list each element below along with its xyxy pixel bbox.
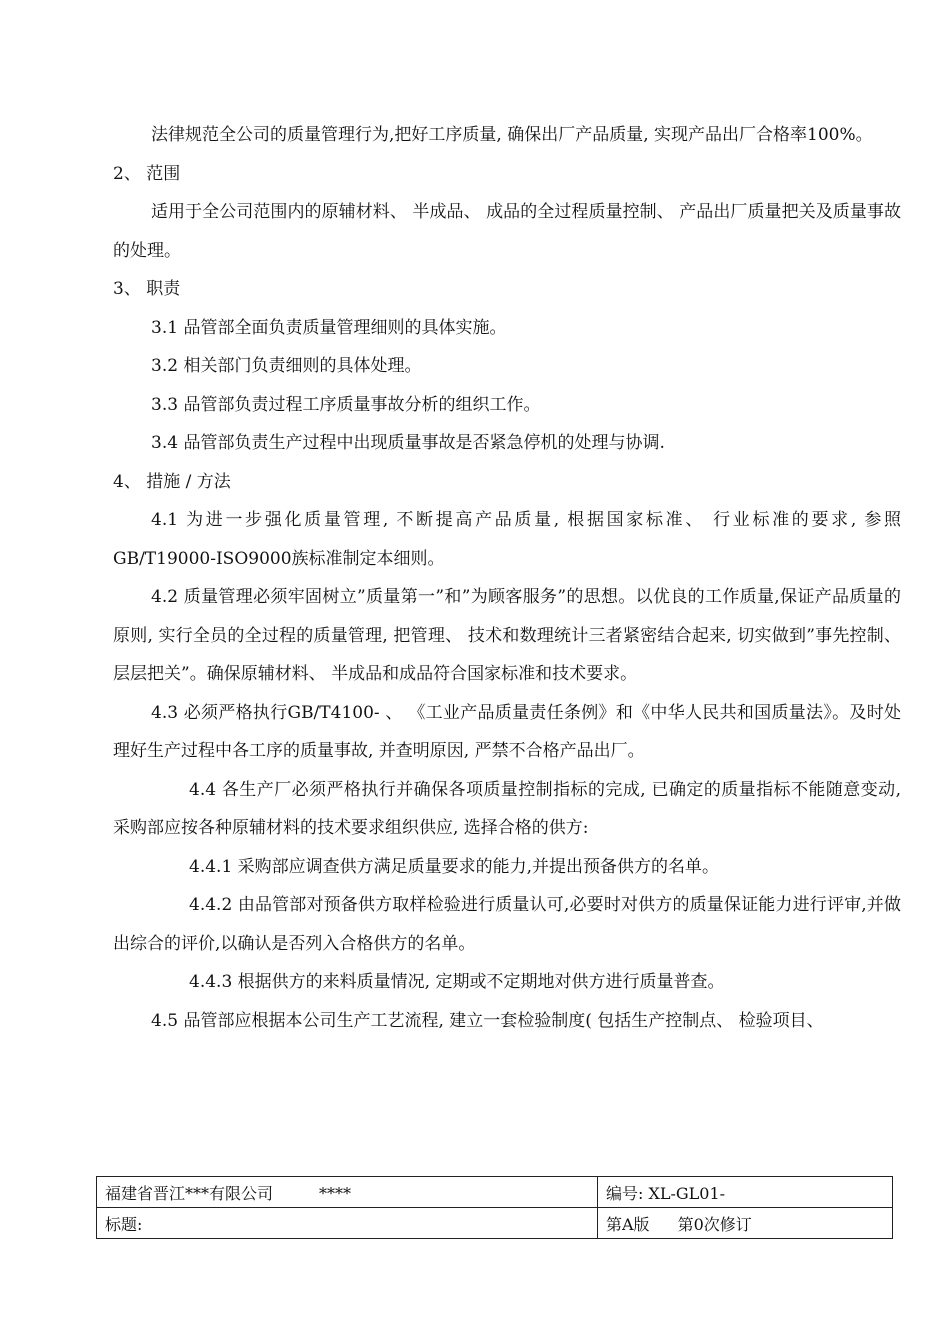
paragraph-3-4: 3.4 品管部负责生产过程中出现质量事故是否紧急停机的处理与协调. xyxy=(151,433,665,453)
company-mark: **** xyxy=(319,1183,352,1203)
paragraph-4-3: 4.3 必须严格执行GB/T4100- 、 《工业产品质量责任条例》和《中华人民共和国质量法》。及时处理好生产过程中各工序的质量事故, 并查明原因, 严禁不合格产品出厂。 xyxy=(113,702,901,761)
paragraph-3-1: 3.1 品管部全面负责质量管理细则的具体实施。 xyxy=(151,317,507,338)
paragraph-4-4-2: 4.4.2 由品管部对预备供方取样检验进行质量认可,必要时对供方的质量保证能力进行评审,并做出综合的评价,以确认是否列入合格供方的名单。 xyxy=(113,895,901,954)
footer-title-cell xyxy=(97,1208,598,1239)
document-footer-table xyxy=(96,1176,893,1239)
paragraph-purpose-continued: 法律规范全公司的质量管理行为,把好工序质量, 确保出厂产品质量, 实现产品出厂合格率100%。 xyxy=(151,125,873,145)
section-heading-measures: 4、 措施 / 方法 xyxy=(113,471,231,492)
footer-company-cell xyxy=(97,1177,598,1208)
section-heading-responsibilities: 3、 职责 xyxy=(113,279,181,299)
document-body xyxy=(113,116,901,1040)
version-label: 第A版 xyxy=(606,1214,650,1234)
paragraph-scope: 适用于全公司范围内的原辅材料、 半成品、 成品的全过程质量控制、 产品出厂质量把关及质量事故的处理。 xyxy=(113,202,901,261)
paragraph-4-4-1: 4.4.1 采购部应调查供方满足质量要求的能力,并提出预备供方的名单。 xyxy=(189,856,720,877)
footer-version-cell xyxy=(598,1208,893,1239)
footer-row-title xyxy=(97,1208,893,1239)
paragraph-4-2: 4.2 质量管理必须牢固树立”质量第一”和”为顾客服务”的思想。以优良的工作质量,保证产品质量的原则, 实行全员的全过程的质量管理, 把管理、 技术和数理统计三者紧密结合起来, 切实做到”事先控制、 层层把关”。确保原辅材料、 半成品和成品符合国家标准和技术要求。 xyxy=(113,587,902,684)
paragraph-3-3: 3.3 品管部负责过程工序质量事故分析的组织工作。 xyxy=(151,394,541,415)
paragraph-4-5: 4.5 品管部应根据本公司生产工艺流程, 建立一套检验制度( 包括生产控制点、 检验项目、 xyxy=(151,1010,824,1031)
footer-row-company xyxy=(97,1177,893,1208)
company-name: 福建省晋江***有限公司 xyxy=(105,1183,274,1203)
document-code: 编号: XL-GL01- xyxy=(606,1183,726,1203)
paragraph-4-4: 4.4 各生产厂必须严格执行并确保各项质量控制指标的完成, 已确定的质量指标不能随意变动, 采购部应按各种原辅材料的技术要求组织供应, 选择合格的供方: xyxy=(113,779,901,838)
paragraph-4-4-3: 4.4.3 根据供方的来料质量情况, 定期或不定期地对供方进行质量普查。 xyxy=(189,972,725,992)
title-label: 标题: xyxy=(105,1214,143,1234)
revision-label: 第0次修订 xyxy=(677,1214,752,1234)
paragraph-3-2: 3.2 相关部门负责细则的具体处理。 xyxy=(151,356,422,376)
section-heading-scope: 2、 范围 xyxy=(113,163,181,184)
footer-code-cell xyxy=(598,1177,893,1208)
paragraph-4-1: 4.1 为进一步强化质量管理, 不断提高产品质量, 根据国家标准、 行业标准的要求, 参照GB/T19000-ISO9000族标准制定本细则。 xyxy=(113,510,901,569)
